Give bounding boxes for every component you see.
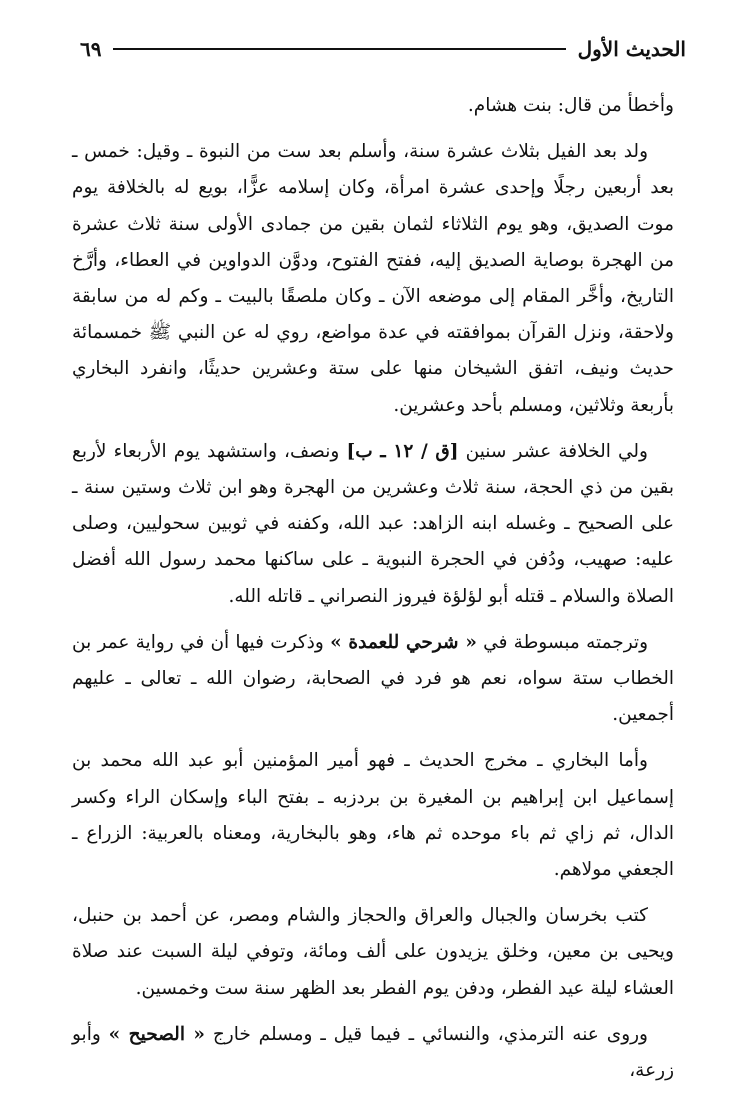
paragraph-4-text-a: وترجمته مبسوطة في [476, 631, 648, 653]
paragraph-3-text-a: ولي الخلافة عشر سنين [458, 440, 648, 462]
paragraph-6 [72, 898, 674, 1007]
paragraph-1-text: وأخطأ من قال: بنت هشام. [467, 95, 674, 116]
paragraph-2-text: ولد بعد الفيل بثلاث عشرة سنة، وأسلم بعد ست من النبوة ـ وقيل: خمس ـ بعد أربعين رجلًا وإحدى عشرة امرأة، وكان إسلامه عزًّا، بويع له بالخلافة يوم موت الصديق، وهو يوم الثلاثاء لثمان بقين من جمادى الأولى سنة ثلاث عشرة من الهجرة بوصاية الصديق إليه، ففتح الفتوح، ودوَّن الدواوين في العطاء، وأرَّخ التاريخ، وأخَّر المقام إلى موضعه الآن ـ وكان ملصقًا بالبيت ـ وكم له من سابقة ولاحقة، ونزل القرآن بموافقته في عدة مواضع، روي له عن النبي ﷺ خمسمائة حديث ونيف، اتفق الشيخان منها على ستة وعشرين حديثًا، وانفرد البخاري بأربعة وثلاثين، ومسلم بأحد وعشرين. [72, 141, 674, 416]
paragraph-5 [72, 743, 674, 888]
paragraph-2 [72, 134, 674, 424]
paragraph-7 [72, 1017, 674, 1089]
sahih-reference: « الصحيح » [108, 1023, 205, 1045]
paragraph-4-text-b: وذكرت فيها أن في رواية عمر بن الخطاب ستة سواه، نعم هو فرد في الصحابة، رضوان الله ـ تعالى ـ عليهم أجمعين. [72, 631, 674, 726]
book-title-reference: « شرحي للعمدة » [330, 631, 477, 653]
chapter-title: الحديث الأول [577, 37, 686, 61]
running-header [80, 34, 686, 64]
paragraph-7-text-b: وأبو زرعة، [72, 1023, 674, 1082]
page-number: ٦٩ [80, 37, 102, 61]
paragraph-5-text: وأما البخاري ـ مخرج الحديث ـ فهو أمير المؤمنين أبو عبد الله محمد بن إسماعيل ابن إبراهيم بن المغيرة بن بردزبه ـ بفتح الباء وإسكان الراء وكسر الدال، ثم زاي ثم باء موحده ثم هاء، وهو بالبخارية، ومعناه بالعربية: الزراع ـ الجعفي مولاهم. [72, 750, 674, 881]
manuscript-folio-marker: [ق / ١٢ ـ ب] [346, 440, 459, 462]
paragraph-1 [72, 88, 674, 124]
paragraph-6-text: كتب بخرسان والجبال والعراق والحجاز والشام ومصر، عن أحمد بن حنبل، ويحيى بن معين، وخلق يزيدون على ألف ومائة، وتوفي ليلة السبت عند صلاة العشاء ليلة عيد الفطر، ودفن يوم الفطر بعد الظهر سنة ست وخمسين. [72, 905, 674, 999]
header-rule [113, 48, 565, 50]
paragraph-7-text-a: وروى عنه الترمذي، والنسائي ـ فيما قيل ـ ومسلم خارج [204, 1023, 648, 1045]
body-text [72, 88, 674, 1099]
paragraph-3-text-b: ونصف، واستشهد يوم الأربعاء لأربع بقين من ذي الحجة، سنة ثلاث وعشرين من الهجرة وهو ابن ثلاث وستين سنة ـ على الصحيح ـ وغسله ابنه الزاهد: عبد الله، وكفنه في ثوبين سحوليين، وصلى عليه: صهيب، ودُفن في الحجرة النبوية ـ على ساكنها محمد رسول الله أفضل الصلاة والسلام ـ قتله أبو لؤلؤة فيروز النصراني ـ قاتله الله. [72, 440, 674, 607]
paragraph-3 [72, 434, 674, 615]
paragraph-4 [72, 625, 674, 734]
